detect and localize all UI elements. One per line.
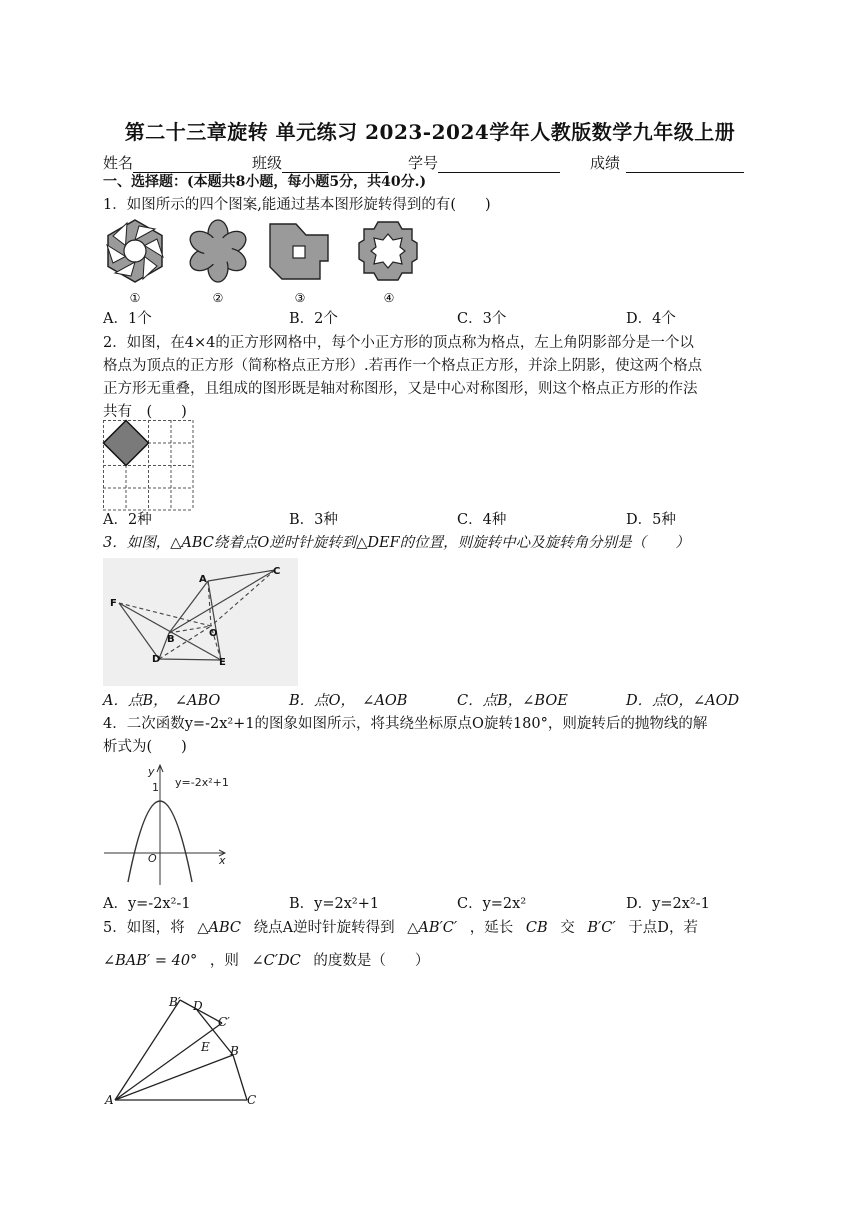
q5-label-c: C — [247, 1093, 257, 1107]
q3-label-d: D — [152, 654, 161, 665]
q4-stem-line-2: 析式为( ) — [103, 739, 187, 755]
q3-label-f: F — [110, 598, 117, 609]
q1-label-3: ③ — [294, 291, 306, 305]
q4-option-d[interactable]: D．y=2x²-1 — [626, 896, 710, 912]
q3-option-d[interactable]: D．点O，∠AOD — [626, 693, 740, 709]
q3-option-c[interactable]: C．点B，∠BOE — [457, 693, 568, 709]
q3-label-e: E — [219, 657, 226, 668]
q3-stem: 3．如图，△ABC绕着点O逆时针旋转到△DEF的位置，则旋转中心及旋转角分别是（ ） — [103, 535, 690, 551]
q1-option-d[interactable]: D．4个 — [626, 311, 676, 327]
q1-label-2: ② — [212, 291, 224, 305]
number-label: 学号 — [408, 154, 439, 172]
q4-stem-line-1: 4．二次函数y=-2x²+1的图象如图所示，将其绕坐标原点O旋转180°，则旋转后的抛物线的解 — [103, 716, 708, 732]
name-label: 姓名 — [103, 154, 134, 172]
q1-option-a[interactable]: A．1个 — [103, 311, 152, 327]
q4-y-axis-label: y — [148, 765, 155, 778]
q3-label-b: B — [167, 634, 175, 645]
q5-text-2: 绕点A逆时针旋转得到 — [253, 920, 395, 936]
q3-label-o: O — [209, 628, 218, 639]
q1-figure-2 — [186, 220, 250, 282]
q2-stem-line-1: 2．如图，在4×4的正方形网格中，每个小正方形的顶点称为格点，左上角阴影部分是一个以 — [103, 335, 694, 351]
q5-label-c-prime: C′ — [218, 1015, 230, 1029]
q5-text-4: 交 — [560, 920, 575, 936]
q5-text-3: ，延长 — [469, 920, 514, 936]
q5-stem-line-2 — [103, 950, 429, 973]
q1-option-b[interactable]: B．2个 — [289, 311, 338, 327]
q4-equation-label: y=-2x²+1 — [175, 776, 229, 789]
q2-stem-line-4: 共有 ( ) — [103, 404, 187, 420]
q5-label-d: D — [193, 999, 203, 1013]
q5-text-6: ，则 — [209, 953, 239, 969]
q5-math-angle-bab: ∠BAB′ = 40° — [103, 953, 198, 969]
q1-option-c[interactable]: C．3个 — [457, 311, 507, 327]
q2-option-c[interactable]: C．4种 — [457, 512, 507, 528]
q1-stem: 1．如图所示的四个图案,能通过基本图形旋转得到的有( ) — [103, 197, 491, 213]
q5-math-cb: CB — [525, 920, 548, 936]
q5-math-abc-prime: △AB′C′ — [407, 920, 458, 936]
q2-stem-line-3: 正方形无重叠，且组成的图形既是轴对称图形，又是中心对称图形，则这个格点正方形的作法 — [103, 381, 698, 397]
q1-figure-1 — [107, 220, 163, 282]
q5-text-1: 5．如图，将 — [103, 920, 185, 936]
q5-figure — [105, 992, 265, 1107]
q5-math-angle-cdc: ∠C′DC — [251, 953, 301, 969]
q4-intercept-label: 1 — [152, 781, 159, 794]
q5-math-abc: △ABC — [197, 920, 241, 936]
q5-label-b: B — [230, 1044, 239, 1058]
q4-option-a[interactable]: A．y=-2x²-1 — [103, 896, 191, 912]
q5-text-7: 的度数是（ ） — [313, 953, 430, 969]
q2-grid-figure — [103, 420, 195, 512]
q1-label-4: ④ — [383, 291, 395, 305]
q1-figure-3 — [270, 224, 328, 279]
q4-option-c[interactable]: C．y=2x² — [457, 896, 527, 912]
q1-label-1: ① — [129, 291, 141, 305]
q1-figure-4 — [359, 222, 417, 280]
q5-text-5: 于点D，若 — [628, 920, 698, 936]
q2-stem-line-2: 格点为顶点的正方形（简称格点正方形）.若再作一个格点正方形，并涂上阴影，使这两个格点 — [103, 358, 703, 374]
q2-option-a[interactable]: A．2种 — [103, 512, 152, 528]
q4-origin-label: O — [148, 852, 157, 865]
q5-stem-line-1 — [103, 917, 698, 940]
score-field[interactable] — [590, 152, 744, 173]
score-label: 成绩 — [590, 154, 621, 172]
q4-x-axis-label: x — [219, 854, 226, 867]
q2-option-b[interactable]: B．3种 — [289, 512, 338, 528]
section-heading: 一、选择题：(本题共8小题，每小题5分，共40分.) — [103, 174, 427, 190]
class-label: 班级 — [252, 154, 283, 172]
page-title: 第二十三章旋转 单元练习 2023-2024学年人教版数学九年级上册 — [124, 120, 736, 144]
class-field[interactable] — [252, 152, 388, 173]
q3-option-b[interactable]: B．点O， ∠AOB — [289, 693, 408, 709]
name-field[interactable] — [103, 152, 221, 173]
q2-option-d[interactable]: D．5种 — [626, 512, 676, 528]
q5-label-a: A — [105, 1093, 114, 1107]
q3-label-c: C — [273, 566, 281, 577]
q5-label-b-prime: B′ — [169, 995, 181, 1009]
q4-graph — [104, 760, 234, 888]
q4-option-b[interactable]: B．y=2x²+1 — [289, 896, 380, 912]
q1-figures — [100, 218, 440, 310]
q3-label-a: A — [199, 574, 207, 585]
q5-label-e: E — [201, 1040, 210, 1054]
number-field[interactable] — [408, 152, 560, 173]
q3-figure — [103, 558, 298, 686]
q3-option-a[interactable]: A．点B， ∠ABO — [103, 693, 221, 709]
q5-math-bc-prime: B′C′ — [587, 920, 616, 936]
